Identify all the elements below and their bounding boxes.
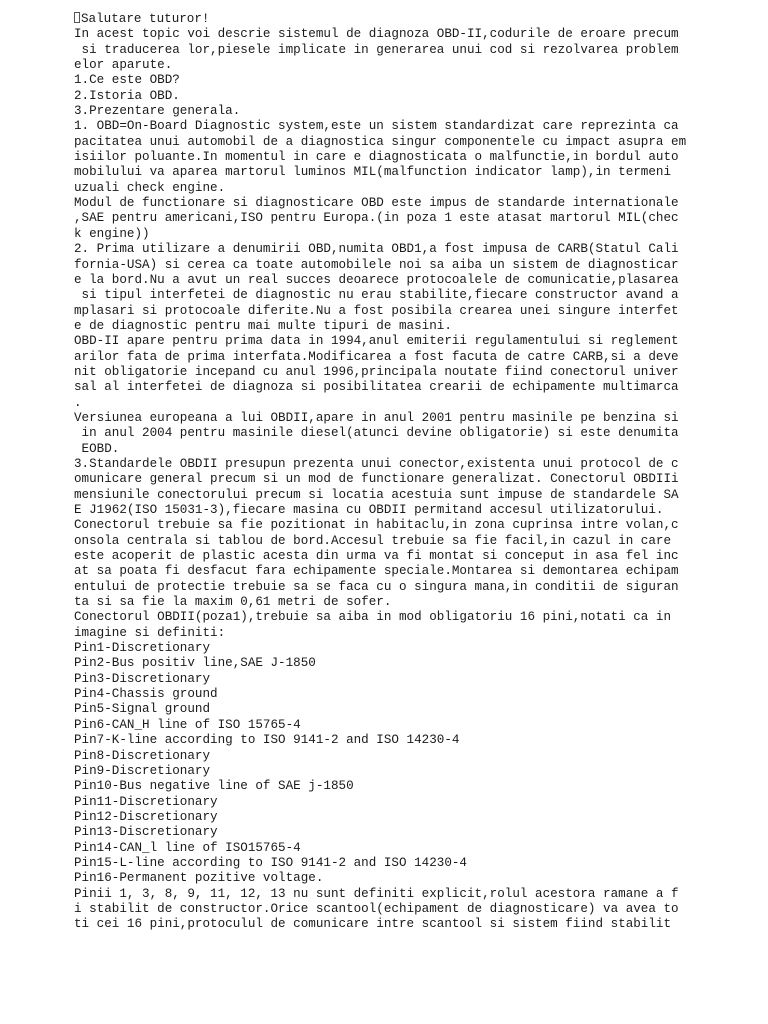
text-line: elor aparute.	[74, 58, 173, 73]
text-line: Pinii 1, 3, 8, 9, 11, 12, 13 nu sunt definiti explicit,rolul acestora ramane a f	[74, 886, 679, 901]
text-line: si traducerea lor,piesele implicate in generarea unui cod si rezolvarea problem	[74, 42, 679, 57]
greeting-line: Salutare tuturor!	[74, 12, 684, 27]
pin-list-item: Pin4-Chassis ground	[74, 687, 218, 702]
pin-list-item: Pin1-Discretionary	[74, 641, 211, 656]
pin-list-item: Pin2-Bus positiv line,SAE J-1850	[74, 656, 316, 671]
text-line: pacitatea unui automobil de a diagnostica singur componentele cu impact asupra em	[74, 134, 687, 149]
text-line: 1.Ce este OBD?	[74, 73, 180, 88]
text-line: uzuali check engine.	[74, 180, 226, 195]
text-line: e de diagnostic pentru mai multe tipuri de masini.	[74, 318, 452, 333]
text-line: at sa poata fi desfacut fara echipamente speciale.Montarea si demontarea echipam	[74, 564, 679, 579]
text-line: ti cei 16 pini,protoculul de comunicare intre scantool si sistem fiind stabilit	[74, 917, 672, 932]
pin-list-item: Pin13-Discretionary	[74, 825, 218, 840]
text-line: ,SAE pentru americani,ISO pentru Europa.(in poza 1 este atasat martorul MIL(chec	[74, 211, 679, 226]
text-line: sal al interfetei de diagnoza si posibilitatea crearii de echipamente multimarca	[74, 380, 679, 395]
text-line: k engine))	[74, 226, 150, 241]
text-line: 3.Standardele OBDII presupun prezenta unui conector,existenta unui protocol de c	[74, 456, 679, 471]
pin-list-item: Pin12-Discretionary	[74, 809, 218, 824]
pin-list-item: Pin10-Bus negative line of SAE j-1850	[74, 779, 354, 794]
text-line: In acest topic voi descrie sistemul de diagnoza OBD-II,codurile de eroare precum	[74, 27, 679, 42]
text-line: nit obligatorie incepand cu anul 1996,principala noutate fiind conectorul univer	[74, 364, 679, 379]
pin-list-item: Pin8-Discretionary	[74, 748, 211, 763]
text-line: E J1962(ISO 15031-3),fiecare masina cu OBDII permitand accesul utilizatorului.	[74, 503, 664, 517]
pin-list-item: Pin3-Discretionary	[74, 671, 211, 686]
text-line: onsola centrala si tablou de bord.Accesul trebuie sa fie facil,in cazul in care	[74, 533, 672, 548]
text-line: isiilor poluante.In momentul in care e diagnosticata o malfunctie,in bordul auto	[74, 150, 679, 165]
text-line: 1. OBD=On-Board Diagnostic system,este un sistem standardizat care reprezinta ca	[74, 119, 679, 134]
pin-list-item: Pin5-Signal ground	[74, 702, 211, 717]
text-line: si tipul interfetei de diagnostic nu erau stabilite,fiecare constructor avand a	[74, 288, 679, 303]
text-line: omunicare general precum si un mod de functionare generalizat. Conectorul OBDIIi	[74, 472, 679, 487]
text-line: Versiunea europeana a lui OBDII,apare in anul 2001 pentru masinile pe benzina si	[74, 410, 679, 425]
text-line: i stabilit de constructor.Orice scantool(echipament de diagnosticare) va avea to	[74, 901, 679, 916]
pin-list-item: Pin7-K-line according to ISO 9141-2 and ISO 14230-4	[74, 733, 460, 748]
text-line: e la bord.Nu a avut un real succes deoarece protocoalele de comunicatie,plasarea	[74, 272, 679, 287]
missing-glyph-icon	[74, 12, 80, 23]
text-line: 2. Prima utilizare a denumirii OBD,numita OBD1,a fost impusa de CARB(Statul Cali	[74, 242, 679, 257]
text-line: este acoperit de plastic acesta din urma va fi montat si conceput in asa fel inc	[74, 549, 679, 564]
text-line: Conectorul trebuie sa fie pozitionat in habitaclu,in zona cuprinsa intre volan,c	[74, 518, 679, 533]
text-line: ta si sa fie la maxim 0,61 metri de sofer.	[74, 595, 392, 610]
text-line: 2.Istoria OBD.	[74, 88, 180, 103]
pin-list-item: Pin9-Discretionary	[74, 763, 211, 778]
text-line: OBD-II apare pentru prima data in 1994,anul emiterii regulamentului si reglement	[74, 334, 679, 349]
text-line: mplasari si protocoale diferite.Nu a fost posibila crearea unei singure interfet	[74, 303, 679, 318]
text-line: fornia-USA) si cerea ca toate automobilele noi sa aiba un sistem de diagnosticar	[74, 257, 679, 272]
text-line: Modul de functionare si diagnosticare OBD este impus de standarde internationale	[74, 196, 679, 211]
text-line: arilor fata de prima interfata.Modificarea a fost facuta de catre CARB,si a deve	[74, 349, 679, 364]
text-line: 3.Prezentare generala.	[74, 104, 241, 119]
text-line: in anul 2004 pentru masinile diesel(atunci devine obligatorie) si este denumita	[74, 426, 679, 441]
text-line: mobilului va aparea martorul luminos MIL(malfunction indicator lamp),in termeni	[74, 165, 672, 180]
text-line: Conectorul OBDII(poza1),trebuie sa aiba in mod obligatoriu 16 pini,notati ca in	[74, 610, 672, 625]
document-body	[74, 12, 687, 933]
text-line: .	[74, 395, 82, 410]
pin-list-item: Pin11-Discretionary	[74, 794, 218, 809]
pin-list-item: Pin6-CAN_H line of ISO 15765-4	[74, 717, 301, 732]
text-line: entului de protectie trebuie sa se faca cu o singura mana,in conditii de siguran	[74, 579, 679, 594]
text-line: EOBD.	[74, 441, 120, 456]
text-line: imagine si definiti:	[74, 625, 226, 640]
pin-list-item: Pin15-L-line according to ISO 9141-2 and ISO 14230-4	[74, 855, 467, 870]
pin-list-item: Pin14-CAN_l line of ISO15765-4	[74, 840, 301, 855]
text-line: mensiunile conectorului precum si locatia acestuia sunt impuse de standardele SA	[74, 487, 679, 502]
pin-list-item: Pin16-Permanent pozitive voltage.	[74, 871, 324, 886]
